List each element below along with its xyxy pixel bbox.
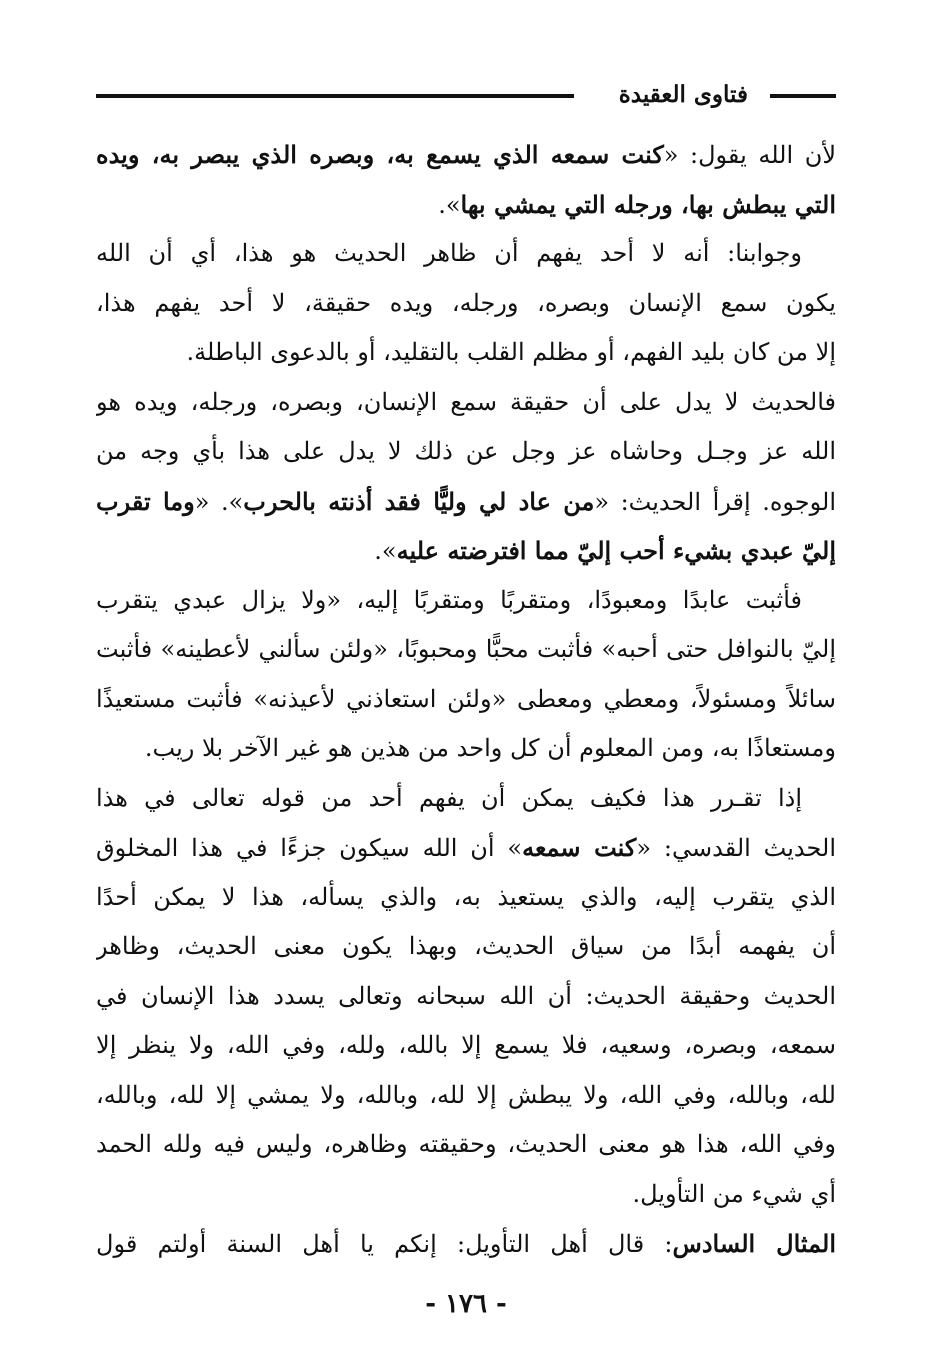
text-line [96, 675, 836, 725]
text-line [96, 1071, 836, 1121]
text-segment: وجوابنا: أنه لا أحد يفهم أن ظاهر الحديث هو هذا، أي أن الله [96, 239, 802, 267]
text-line [96, 328, 836, 378]
text-line [96, 922, 836, 972]
text-line [96, 1021, 836, 1071]
text-segment: الوجوه. إقرأ الحديث: « [594, 487, 836, 516]
bold-text-segment: المثال السادس [672, 1229, 836, 1258]
bold-text-segment: إليّ عبدي بشيء أحب إليّ مما افترضته عليه [396, 536, 836, 565]
text-segment: لأن الله يقول: « [663, 141, 836, 169]
text-line [96, 873, 836, 923]
text-line [96, 1170, 836, 1220]
text-segment: فأثبت عابدًا ومعبودًا، ومتقربًا ومتقربًا إليه، «ولا يزال عبدي يتقرب [96, 585, 802, 614]
text-segment: إلا من كان بليد الفهم، أو مظلم القلب بالتقليد، أو بالدعوى الباطلة. [186, 338, 836, 366]
body-text [96, 130, 836, 1269]
text-line [96, 130, 836, 180]
text-segment: الذي يتقرب إليه، والذي يستعيذ به، والذي يسأله، هذا لا يمكن أحدًا [96, 882, 836, 911]
text-line [96, 229, 836, 279]
page-number: - ١٧٦ - [425, 1289, 507, 1319]
text-segment: الحديث وحقيقة الحديث: أن الله سبحانه وتعالى يسدد هذا الإنسان في [96, 981, 836, 1010]
text-line [96, 1219, 836, 1269]
text-line [96, 576, 836, 626]
text-segment: أي شيء من التأويل. [632, 1179, 836, 1208]
text-segment: إليّ بالنوافل حتى أحبه» فأثبت محبًّا ومحبوبًا، «ولئن سألني لأعطينه» فأثبت [96, 635, 836, 663]
bold-text-segment: من عاد لي وليًّا فقد أذنته بالحرب [243, 486, 595, 516]
text-line [96, 180, 836, 230]
text-line [96, 1120, 836, 1170]
text-segment: وفي الله، هذا هو معنى الحديث، وحقيقته وظاهره، وليس فيه ولله الحمد [96, 1130, 836, 1158]
header-title: فتاوى العقيدة [618, 81, 748, 108]
text-segment: ». [438, 190, 461, 219]
text-segment: إذا تقـرر هذا فكيف يمكن أن يفهم أحد من قوله تعالى في هذا [96, 783, 802, 812]
text-segment: الحديث القدسي: « [636, 834, 836, 862]
text-line [96, 774, 836, 824]
text-line [96, 526, 836, 576]
bold-text-segment: وما تقرب [96, 486, 195, 516]
text-segment: سمعه، وبصره، وسعيه، فلا يسمع إلا بالله، ولله، وفي الله، ولا ينظر إلا [96, 1031, 836, 1059]
text-line [96, 378, 836, 428]
text-segment: ومستعاذًا به، ومن المعلوم أن كل واحد من هذين هو غير الآخر بلا ريب. [144, 734, 836, 762]
text-line [96, 625, 836, 675]
text-segment: يكون سمع الإنسان وبصره، ورجله، ويده حقيقة، لا أحد يفهم هذا، [96, 288, 836, 317]
running-header [96, 80, 836, 110]
bold-text-segment: التي يبطش بها، ورجله التي يمشي بها [460, 189, 836, 219]
text-line [96, 823, 836, 873]
text-segment: ». « [194, 487, 244, 516]
text-segment: فالحديث لا يدل على أن حقيقة سمع الإنسان، وبصره، ورجله، ويده هو [96, 387, 836, 416]
text-line [96, 724, 836, 774]
text-line [96, 427, 836, 477]
text-segment: أن يفهمه أبدًا من سياق الحديث، وبهذا يكون معنى الحديث، وظاهر [96, 932, 836, 960]
text-line [96, 279, 836, 329]
text-line [96, 972, 836, 1022]
bold-text-segment: كنت سمعه [522, 833, 637, 862]
text-segment: لله، وبالله، وفي الله، ولا يبطش إلا لله، وبالله، ولا يمشي إلا لله، وبالله، [96, 1080, 836, 1109]
bold-text-segment: كنت سمعه الذي يسمع به، وبصره الذي يبصر به، ويده [96, 140, 664, 169]
text-segment: سائلاً ومسئولاً، ومعطي ومعطى «ولئن استعاذني لأعيذنه» فأثبت مستعيذًا [96, 684, 836, 713]
text-segment: ». [374, 537, 397, 565]
text-segment: : قال أهل التأويل: إنكم يا أهل السنة أولتم قول [96, 1230, 673, 1258]
header-rule-short [770, 94, 836, 98]
text-segment: الله عز وجـل وحاشاه عز وجل عن ذلك لا يدل على هذا بأي وجه من [96, 437, 836, 465]
text-line [96, 477, 836, 527]
header-rule-long [96, 94, 574, 98]
text-segment: » أن الله سيكون جزءًا في هذا المخلوق [96, 834, 523, 862]
